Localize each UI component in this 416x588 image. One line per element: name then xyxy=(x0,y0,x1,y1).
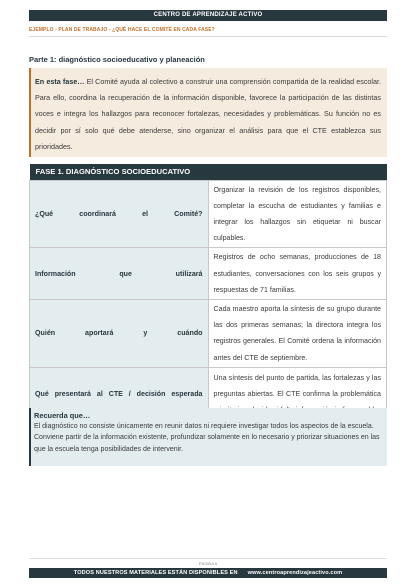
header-banner: CENTRO DE APRENDIZAJE ACTIVO xyxy=(29,10,387,21)
row-question: ¿Qué coordinará el Comité? xyxy=(30,180,209,248)
reminder-title: Recuerda que… xyxy=(34,411,91,420)
footer-divider xyxy=(29,558,387,559)
row-question: Información que utilizará xyxy=(30,248,209,300)
footer-banner xyxy=(29,568,387,578)
row-answer: Cada maestro aporta la síntesis de su grupo durante las dos primeras semanas; la directora integra los registros generales. El Comité ordena la información antes del CTE de septiembre. xyxy=(208,299,387,367)
row-answer: Registros de ocho semanas, producciones de 18 estudiantes, conversaciones con los seis grupos y respuestas de 71 familias. xyxy=(208,248,387,300)
header-divider xyxy=(29,36,387,37)
row-answer: Una síntesis del punto de partida, las fortalezas y las preguntas abiertas. El CTE confirma la problemática xyxy=(208,367,387,421)
document-subheader: EJEMPLO - PLAN DE TRABAJO - ¿QUÉ HACE EL COMITÉ EN CADA FASE? xyxy=(29,27,215,33)
intro-text: El Comité ayuda al colectivo a construir una comprensión compartida de la realidad escolar. Para ello, coordina la recuperación de la información disponible, favorece la participación de las distintas voces e integra los hallazgos para reconocer fortalezas, necesidades y problemáticas. Su función no es decidir por sí solo qué debe atenderse, sino organizar el análisis para que el CTE establezca sus prioridades. xyxy=(35,77,381,151)
intro-lead: En esta fase… xyxy=(35,77,85,86)
intro-callout xyxy=(29,68,387,157)
footer-banner-text: TODOS NUESTROS MATERIALES ESTÁN DISPONIBLES EN xyxy=(73,570,238,576)
phase-table xyxy=(29,164,387,422)
page-number: PÁGINA 6 xyxy=(198,561,218,566)
part-title: Parte 1: diagnóstico socioeducativo y planeación xyxy=(29,55,205,64)
phase-table-header: FASE 1. DIAGNÓSTICO SOCIOEDUCATIVO xyxy=(30,164,387,180)
footer-website-link[interactable]: www.centroaprendizajeactivo.com xyxy=(247,570,343,576)
table-row xyxy=(30,299,387,367)
row-question: Qué presentará al CTE / decisión esperada xyxy=(30,367,209,421)
reminder-text: El diagnóstico no consiste únicamente en reunir datos ni requiere investigar todos los aspectos de la escuela. Conviene partir de la información existente, profundizar solamente en lo necesario y priorizar situaciones en las que la escuela tenga posibilidades de intervenir. xyxy=(34,423,380,453)
row-answer: Organizar la revisión de los registros disponibles, completar la escucha de estudiantes y familias e integrar los hallazgos sin etiquetar ni buscar culpables. xyxy=(208,180,387,248)
table-row xyxy=(30,248,387,300)
reminder-callout xyxy=(29,408,387,466)
table-row xyxy=(30,180,387,248)
row-question: Quién aportará y cuándo xyxy=(30,299,209,367)
